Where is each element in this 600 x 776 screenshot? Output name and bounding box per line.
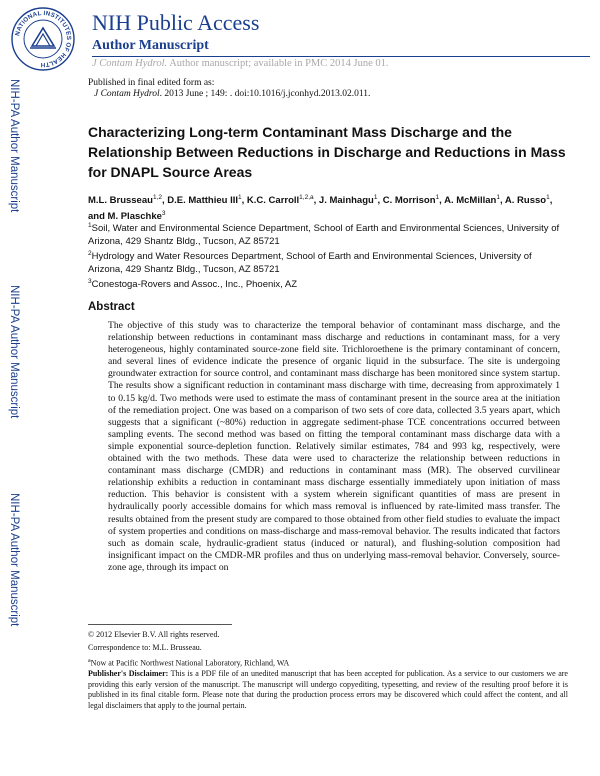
disclaimer-text: This is a PDF file of an unedited manuscript that has been accepted for publication. As a service to our customers we are providing this early version of the manuscript. The manuscript will undergo copyediting, typesetting, and review of the resulting proof before it is published in its final citable form. Please note that during the production process errors may be discovered which could affect the content, and all legal disclaimers that apply to the journal pertain. [88,669,568,710]
published-in-label: Published in final edited form as: [88,78,215,88]
svg-text:NATIONAL INSTITUTES OF HEALTH: NATIONAL INSTITUTES OF HEALTH [14,9,73,69]
journal-availability [92,58,389,69]
disclaimer-label: Publisher's Disclaimer: [88,669,169,678]
affiliation-1: $^1$Soil, Water and Environmental Science Department, School of Earth and Environmental Sciences, University of Arizona, 429 Shantz Bldg., Tucson, AZ 85721 [88,222,560,247]
copyright-note: © 2012 Elsevier B.V. All rights reserved. [88,630,220,639]
author-affiliation-marker: 1,2 [152,194,162,201]
side-stamp: NIH-PA Author Manuscript [8,285,20,419]
present-address-note: $^a$Now at Pacific Northwest National Laboratory, Richland, WA [88,658,290,668]
citation [94,89,370,99]
author-name: K.C. Carroll [246,195,300,207]
author-affiliation-marker: 3 [161,209,166,217]
citation-details: . 2013 June ; 149: . doi:10.1016/j.jconhyd.2013.02.011. [159,89,371,99]
citation-journal: J Contam Hydrol [94,89,160,99]
nih-public-access-title: NIH Public Access [92,10,260,35]
publisher-disclaimer [88,669,568,711]
footnote-rule [88,624,232,625]
affiliation-2: $^2$Hydrology and Water Resources Department, School of Earth and Environmental Sciences, University of Arizona, 429 Shantz Bldg., Tucson, AZ 85721 [88,250,532,275]
author-affiliation-marker: 1 [496,194,500,201]
author-name: A. Russo [504,195,547,207]
abstract-heading: Abstract [88,301,135,313]
affiliation-3: $^3$Conestoga-Rovers and Assoc., Inc., Phoenix, AZ [88,278,298,291]
author-list: M.L. Brusseau$^{1,2}$, D.E. Matthieu III$^1$, K.C. Carroll$^{1,2,a}$, J. Mainhagu$^1$, C. Morrison$^1$, A. McMillan$^1$, A. Russo$^1$, and M. Plaschke$^3$ [88,194,553,222]
author-name: M.L. Brusseau [88,195,153,207]
availability-text: Author manuscript; available in PMC 2014 June 01. [167,58,389,69]
abstract-text: The objective of this study was to characterize the temporal behavior of contaminant mass discharge, and the relationship between reductions in contaminant mass discharge and reductions in contaminant mass, for a very heterogeneous, highly contaminated source-zone field site. Trichloroethene is the primary contaminant of concern, and several lines of evidence indicate the presence of organic liquid in the subsurface. The site is undergoing groundwater extraction for source control, and contaminant mass discharge has been monitored since system startup. The results show a significant reduction in contaminant mass discharge with time, decreasing from approximately 1 to 0.15 kg/d. Two methods were used to estimate the mass of contaminant present in the source area at the initiation of the remediation project. One was based on a comparison of two sets of core data, collected 3.5 years apart, which suggests that a significant (~80%) reduction in aggregate sediment-phase TCE concentrations occurred between sampling events. The second method was based on fitting the temporal contaminant mass discharge data with a simple exponential source-depletion function. Relatively similar estimates, 784 and 993 kg, respectively, were obtained with the two methods. These data were used to characterize the relationship between reductions in contaminant mass discharge (CMDR) and reductions in contaminant mass (MR). The observed curvilinear relationship exhibits a reduction in contaminant mass discharge essentially immediately upon initiation of mass reduction. This behavior is consistent with a system wherein significant quantities of mass are present in hydraulically poorly accessible domains for which mass removal is influenced by rate-limited mass transfer. The results obtained from the present study are compared to those obtained from other field studies to evaluate the impact of system properties and conditions on mass-discharge and mass-removal behavior. The results indicated that factors such as domain scale, hydraulic-gradient status (induced or natural), and flushing-solution composition had insignificant impact on the CMDR-MR profiles and thus on underlying mass-removal behavior. Conversely, source-zone age, through its impact on [108,320,560,573]
author-name: J. Mainhagu [318,195,374,207]
author-affiliation-marker: 1 [373,194,378,201]
header-rule [92,56,590,57]
author-affiliation-marker: 1 [435,194,440,201]
side-stamp: NIH-PA Author Manuscript [8,79,20,213]
nih-seal-logo [10,6,76,72]
author-affiliation-marker: 1,2,a [299,194,314,201]
author-affiliation-marker: 1 [546,194,550,201]
author-name: D.E. Matthieu III [167,195,238,207]
author-name: A. McMillan [444,195,497,207]
author-name: C. Morrison [382,195,436,207]
author-affiliation-marker: 1 [238,194,242,201]
paper-title: Characterizing Long-term Contaminant Mass Discharge and the Relationship Between Reductions in Discharge and Reductions in Mass for DNAPL Source Areas [88,124,566,180]
journal-name: J Contam Hydrol. [92,58,168,69]
correspondence-note: Correspondence to: M.L. Brusseau. [88,643,202,652]
side-stamp: NIH-PA Author Manuscript [8,493,20,627]
author-manuscript-label: Author Manuscript [92,38,209,53]
author-name: M. Plaschke [107,210,162,222]
